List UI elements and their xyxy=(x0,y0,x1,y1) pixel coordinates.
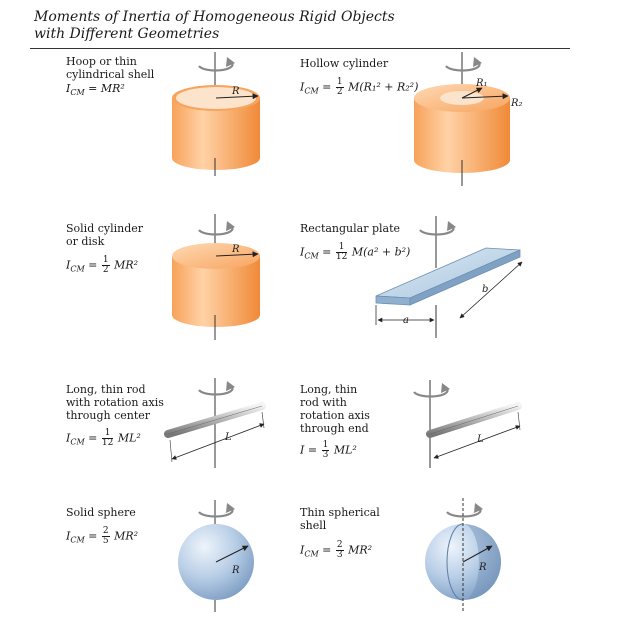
solid-cyl-dim-r: R xyxy=(232,244,240,255)
shell-dim-r: R xyxy=(479,562,487,573)
label-spherical-shell: Thin spherical shell xyxy=(300,506,380,532)
rod-center-illustration xyxy=(168,378,264,468)
solid-sphere-dim-r: R xyxy=(232,565,240,576)
formula-solid-sphere: $I_{CM}$ = $\frac{2}{5}$ MR² xyxy=(66,526,139,546)
formula-hoop: $I_{CM} = MR^2$ xyxy=(66,82,125,98)
rod-center-dim-l: L xyxy=(225,432,232,443)
label-rectangular-plate: Rectangular plate xyxy=(300,222,401,235)
label-rod-end: Long, thin rod with rotation axis through end xyxy=(300,383,370,435)
plate-dim-a: a xyxy=(403,315,409,326)
label-solid-cylinder: Solid cylinder or disk xyxy=(66,222,144,248)
formula-rod-center: $I_{CM}$ = $\frac{1}{12}$ ML² xyxy=(66,428,141,448)
rectangular-plate-illustration xyxy=(376,216,522,338)
hollow-cylinder-illustration xyxy=(414,52,523,186)
plate-dim-b: b xyxy=(482,284,489,295)
rod-end-illustration xyxy=(414,380,520,468)
formula-solid-cylinder: $I_{CM}$ = $\frac{1}{2}$ MR² xyxy=(66,255,139,275)
label-rod-center: Long, thin rod with rotation axis through center xyxy=(66,383,164,422)
formula-spherical-shell: $I_{CM}$ = $\frac{2}{3}$ MR² xyxy=(300,540,373,560)
formula-rectangular-plate: $I_{CM}$ = $\frac{1}{12}$ M(a² + b²) xyxy=(300,242,411,262)
label-hoop: Hoop or thin cylindrical shell xyxy=(66,55,155,81)
rod-end-dim-l: L xyxy=(477,434,484,445)
hoop-dim-r: R xyxy=(232,86,240,97)
title-line-2: with Different Geometries xyxy=(34,26,220,42)
spherical-shell-illustration xyxy=(425,498,501,612)
solid-sphere-illustration xyxy=(178,500,254,612)
hoop-illustration xyxy=(172,52,260,176)
hollow-dim-r2: R₂ xyxy=(511,98,523,109)
formula-rod-end: I = $\frac{1}{3}$ ML² xyxy=(300,440,357,460)
label-solid-sphere: Solid sphere xyxy=(66,506,136,519)
formula-hollow-cylinder: $I_{CM}$ = $\frac{1}{2}$ M(R₁² + R₂²) xyxy=(300,77,419,97)
label-hollow-cylinder: Hollow cylinder xyxy=(300,57,389,70)
hollow-dim-r1: R₁ xyxy=(476,78,488,89)
solid-cylinder-illustration xyxy=(172,214,260,340)
title-line-1: Moments of Inertia of Homogeneous Rigid Objects xyxy=(34,9,395,25)
